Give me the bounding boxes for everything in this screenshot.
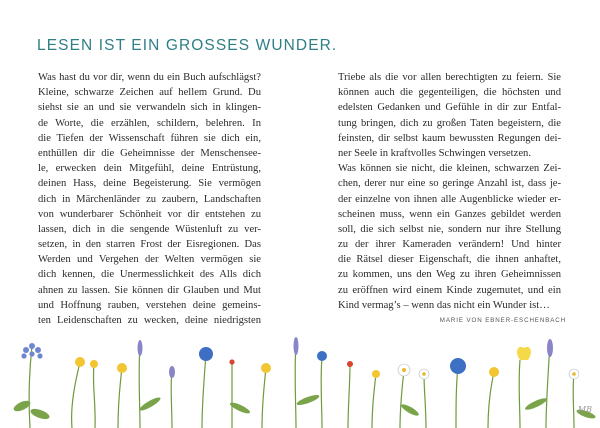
text-line: von wunderbarer Schönheit vor dir entstehen zu [38, 208, 261, 220]
flower-stems [29, 342, 574, 428]
flower-meadow-illustration [0, 334, 600, 428]
text-line: soll, die sich selbst nie, sondern nur ihre Stellung [338, 223, 561, 235]
white-daisies [398, 364, 579, 379]
text-line: tung bringen, dich zu großen Taten begeistern, die [338, 117, 561, 129]
text-line: lassen, dich in die sengende Wüstenluft zu ver- [38, 223, 261, 235]
artist-signature: MB [577, 405, 592, 414]
text-line: siehst sie an und sie verwandeln sich in klingen- [38, 102, 261, 114]
text-line: deinen Hass, deine Begeisterung. Sie vermögen [38, 178, 261, 190]
text-line: ahnen zu lassen. Sie können dir Glauben und Mut [38, 284, 261, 296]
text-line: Kleine, schwarze Zeichen auf hellem Grund. Du [38, 87, 261, 99]
text-line: feinsten, dir selbst kaum bewussten Regungen dei- [338, 132, 561, 144]
text-line: die Rätsel dieser Eigenschaft, die ihnen anhaftet, [338, 254, 561, 266]
text-line: scheinen muss, wenn ein Ganzes gebildet werden [338, 208, 561, 220]
text-line: zu eröffnen wird einem Kinde zugemutet, und ein [338, 284, 561, 296]
red-flowers [229, 359, 353, 367]
text-line: Triebe als die vor allen berechtigten zu feiern. Sie [338, 72, 561, 83]
right-column [338, 70, 561, 313]
text-line: Was hast du vor dir, wenn du ein Buch aufschlägst? [38, 72, 261, 83]
text-line: können auch die gegenteiligen, die höchsten und [338, 87, 561, 99]
text-line: zu kommen, uns den Weg zu ihren Geheimnissen [338, 269, 561, 281]
text-line: ner Seele in kraftvolles Schwingen versetzen. [338, 147, 531, 159]
text-line: Was können sie nicht, die kleinen, schwarzen Zei- [338, 163, 561, 175]
text-line: chen, derer nur eine so geringe Anzahl ist, dass je- [338, 178, 561, 190]
text-line: dich kennen, die Unermesslichkeit des Alls dich [38, 269, 261, 281]
text-line: zu der ihrer Kameraden verändern! Und hinter [338, 239, 561, 251]
text-line: dich in Märchenländer zu zaubern, Landschaften [38, 193, 261, 205]
text-line: ten Leidenschaften zu wecken, deine niedrigsten [38, 315, 261, 326]
text-line: le, erwecken dein Mitgefühl, deine Entrüstung, [38, 163, 261, 175]
text-line: Werden und Vergehen der Welten vermögen sie [38, 254, 261, 266]
text-line: der einzelne von ihnen alle Augenblicke wieder er- [338, 193, 561, 205]
page-title: LESEN IST EIN GROSSES WUNDER. [37, 37, 338, 54]
text-line: setzen, in den starren Frost der Eisregionen. Das [38, 239, 261, 251]
text-line: de Worte, die erzählen, schildern, belehren. In [38, 117, 261, 129]
author-credit: MARIE VON EBNER-ESCHENBACH [439, 317, 566, 324]
text-line: und Hoffnung rauben, verstehen deine gemeins- [38, 299, 261, 311]
left-column [38, 70, 261, 328]
text-line: edelsten Gedanken und Gefühle in dir zur Entfal- [338, 102, 561, 114]
leaves [12, 393, 596, 421]
text-line: Kind vermag’s – wenn das nicht ein Wunder ist… [338, 299, 550, 311]
text-line: die Tiefen der Wissenschaft führen sie dich ein, [38, 132, 261, 144]
text-line: enthüllen dir die Geheimnisse der Menschensee- [38, 147, 261, 159]
yellow-iris [517, 347, 531, 360]
